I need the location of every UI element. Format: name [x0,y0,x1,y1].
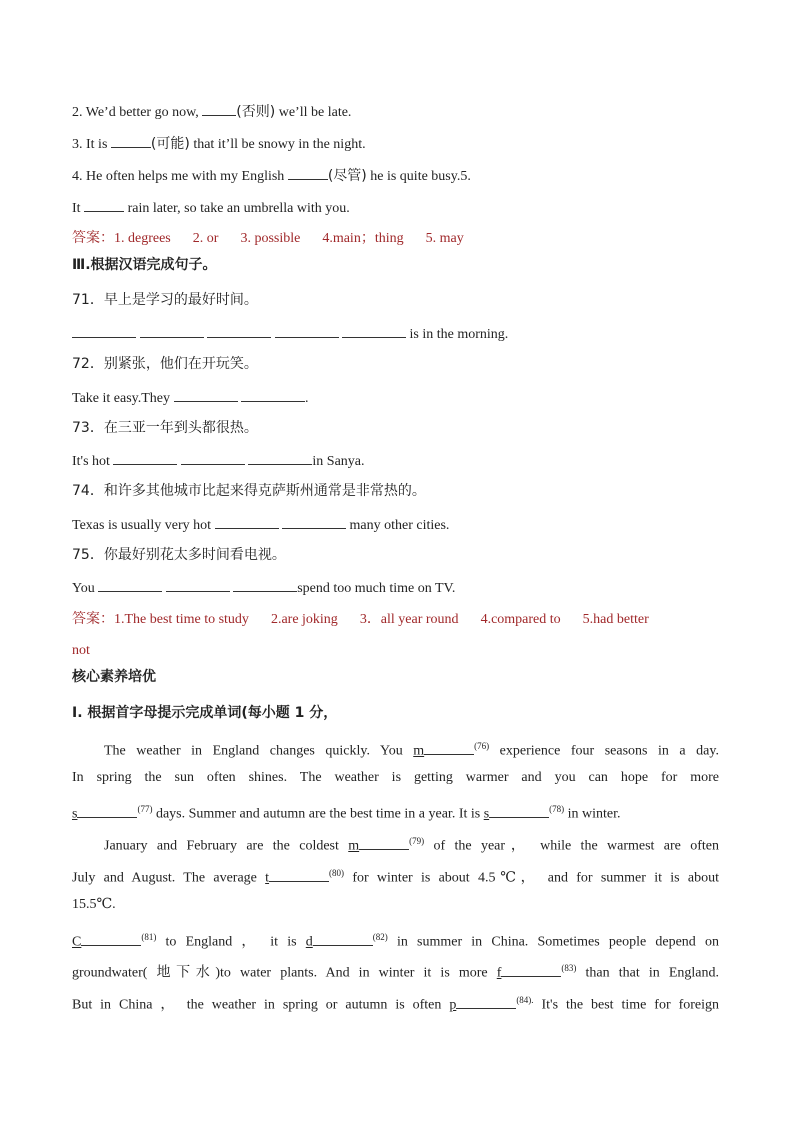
hint-letter: m [348,838,360,854]
passage-text: in summer in China. Sometimes people depend on [387,934,719,950]
passage-line-1 [104,737,719,761]
q74-text-before: Texas is usually very hot [72,518,215,533]
q75-text-before: You [72,581,99,596]
answer-part: 5. may [425,231,464,246]
q73-text-before: It's hot [72,454,114,469]
hint-letter: f [496,965,502,981]
question-4 [72,166,471,186]
passage-text: to England ， it is [156,934,306,950]
q4-text-before: 4. He often helps me with my English [72,169,288,184]
answer-blank[interactable] [181,451,245,465]
answer-blank[interactable] [77,804,137,818]
passage-text: of the year， while the warmest are often [424,838,719,854]
passage-text: than that in England. [576,965,719,981]
q74-english [72,515,449,535]
answer-label: 答案： [72,611,114,627]
q5-text-before: It [72,201,85,216]
question-3 [72,134,366,154]
blank-number: (79) [409,836,425,846]
q2-text-before: 2. We’d better go now, [72,105,203,120]
answer-blank[interactable] [84,198,124,212]
answer-blank[interactable] [275,324,339,338]
question-5 [72,198,350,218]
q73-text-after: in Sanya. [312,454,365,469]
answer-blank[interactable] [248,451,312,465]
passage-text: for winter is about 4.5℃， and for summer it is about [344,870,719,886]
answer-blank[interactable] [282,515,346,529]
q3-text-after: that it’ll be snowy in the night. [189,137,366,152]
section-3-title: Ⅲ.根据汉语完成句子。 [72,257,217,273]
passage-text: But in China ， the weather in spring or autumn is often [72,997,450,1013]
answer-blank[interactable] [207,324,271,338]
answer-blank[interactable] [359,836,409,850]
q71-chinese: 71．早上是学习的最好时间。 [72,292,258,308]
blank-number: (77) [137,804,153,814]
answer-blank[interactable] [241,388,305,402]
hint-letter: t [265,870,270,886]
q72-english [72,388,309,408]
blank-number: (81) [141,932,157,942]
passage-line-5 [72,864,719,888]
hint-letter: s [483,806,490,822]
passage-line-8 [72,959,719,983]
q3-hint: (可能) [150,136,190,152]
q71-text-after: is in the morning. [406,327,509,342]
answer-blank[interactable] [81,932,141,946]
answer-blank[interactable] [166,578,230,592]
answer-blank[interactable] [113,451,177,465]
passage-line-9 [72,991,719,1015]
hint-letter: d [305,934,313,950]
passage-text: experience four seasons in a day. [489,743,719,759]
q5-text-after: rain later, so take an umbrella with you. [124,201,350,216]
answer-part: 3. possible [240,231,301,246]
passage-text: January and February are the coldest [104,838,349,854]
blank-number: (82) [372,932,388,942]
core-subtitle: Ⅰ. 根据首字母提示完成单词(每小题 1 分， [72,705,338,721]
blank-number: (78) [549,804,565,814]
passage-line-4 [104,832,719,856]
answer-blank[interactable] [269,868,329,882]
answer-blank[interactable] [140,324,204,338]
answer-blank[interactable] [233,578,297,592]
answer-key-1 [72,229,464,248]
passage-text: groundwater( 地下水)to water plants. And in winter it is more [72,965,497,981]
q72-text-before: Take it easy.They [72,391,174,406]
core-title: 核心素养培优 [72,669,156,685]
q3-text-before: 3. It is [72,137,111,152]
answer-part: 1. degrees [114,231,171,246]
answer-part: 4.main；thing [322,231,404,246]
answer-part: 2.are joking [270,612,338,627]
q2-hint: (否则) [236,104,276,120]
answer-blank[interactable] [174,388,238,402]
answer-blank[interactable] [111,134,151,148]
hint-letter: m [413,743,425,759]
answer-blank[interactable] [288,166,328,180]
q74-text-after: many other cities. [346,518,450,533]
answer-blank[interactable] [202,102,236,116]
passage-line-6: 15.5℃. [72,897,116,912]
blank-number: (80) [329,868,345,878]
answer-key-2 [72,610,649,629]
hint-letter: s [72,806,78,822]
q73-chinese: 73．在三亚一年到头都很热。 [72,420,258,436]
answer-part: 5.had better [582,612,649,627]
q71-english [72,324,508,344]
answer-blank[interactable] [489,804,549,818]
answer-blank[interactable] [424,741,474,755]
passage-text: in winter. [564,806,621,822]
q72-chinese: 72．别紧张，他们在开玩笑。 [72,356,258,372]
answer-blank[interactable] [501,963,561,977]
answer-part: 2. or [192,231,219,246]
q73-english [72,451,365,471]
answer-part: 4.compared to [480,612,561,627]
answer-part: 1.The best time to study [114,612,249,627]
passage-line-3 [72,800,621,824]
q75-english [72,578,455,598]
blank-number: (76) [474,741,490,751]
q2-text-after: we’ll be late. [275,105,352,120]
passage-text: days. Summer and autumn are the best time in a year. It is [152,806,484,822]
answer-blank[interactable] [456,995,516,1009]
passage-text: July and August. The average [72,870,266,886]
q4-text-after: he is quite busy.5. [366,169,471,184]
blank-number: (84). [516,995,534,1005]
q75-chinese: 75．你最好别花太多时间看电视。 [72,547,286,563]
answer-key-2-tail: not [72,643,90,658]
answer-part: 3．all year round [359,612,459,627]
q4-hint: (尽管) [327,168,367,184]
answer-blank[interactable] [342,324,406,338]
passage-line-2: In spring the sun often shines. The weather is getting warmer and you can hope for more [72,770,719,785]
answer-blank[interactable] [98,578,162,592]
passage-text: It's the best time for foreign [533,997,719,1013]
answer-blank[interactable] [215,515,279,529]
passage-line-7 [72,928,719,952]
blank-number: (83) [561,963,577,973]
q75-text-after: spend too much time on TV. [297,581,456,596]
q72-text-after: . [305,391,309,406]
hint-letter: C [72,934,82,950]
question-2 [72,102,351,122]
passage-text: The weather in England changes quickly. You [104,743,414,759]
answer-label: 答案： [72,230,114,246]
q74-chinese: 74．和许多其他城市比起来得克萨斯州通常是非常热的。 [72,483,426,499]
answer-blank[interactable] [313,932,373,946]
hint-letter: p [449,997,457,1013]
answer-blank[interactable] [72,324,136,338]
